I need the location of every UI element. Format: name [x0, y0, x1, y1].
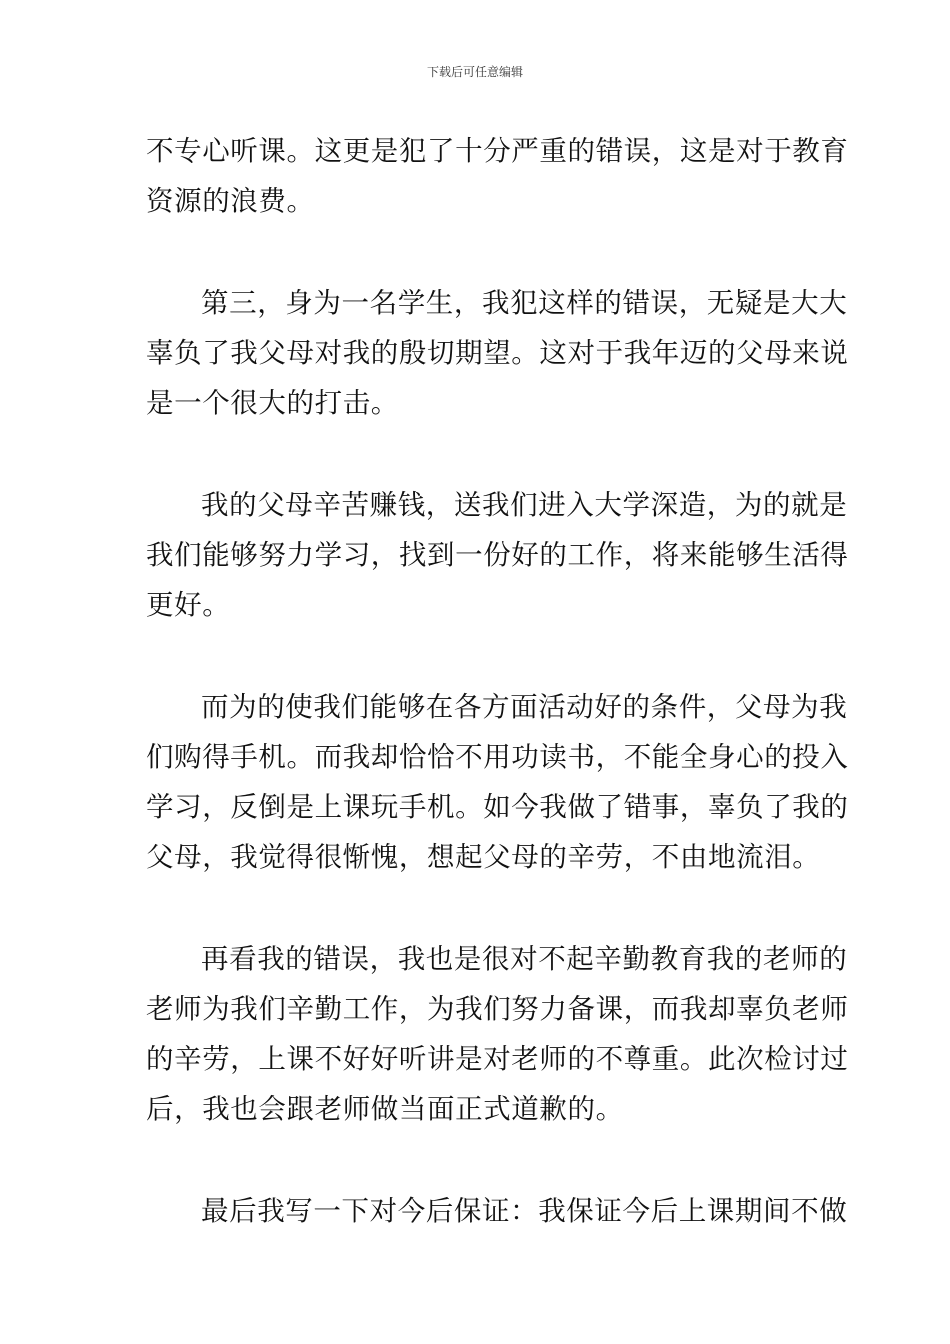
text-line: 是一个很大的打击。: [146, 387, 399, 419]
text-line: 我们能够努力学习，找到一份好的工作，将来能够生活得: [146, 539, 849, 571]
paragraph-guarantee: [146, 1186, 848, 1236]
text-line: 而为的使我们能够在各方面活动好的条件，父母为我: [201, 691, 848, 723]
document-body: [146, 126, 849, 1288]
text-line: 老师为我们辛勤工作，为我们努力备课，而我却辜负老师: [146, 993, 849, 1025]
paragraph-continuation: [146, 126, 849, 226]
text-line: 们购得手机。而我却恰恰不用功读书，不能全身心的投入: [146, 741, 849, 773]
text-line: 辜负了我父母对我的殷切期望。这对于我年迈的父母来说: [146, 337, 849, 369]
paragraph-parents-earning: [146, 480, 849, 630]
text-line: 父母，我觉得很惭愧，想起父母的辛劳，不由地流泪。: [146, 841, 821, 873]
text-line: 后，我也会跟老师做当面正式道歉的。: [146, 1093, 624, 1125]
paragraph-teachers: [146, 934, 849, 1134]
text-line: 最后我写一下对今后保证：我保证今后上课期间不做: [201, 1195, 848, 1227]
text-line: 资源的浪费。: [146, 185, 315, 217]
text-line: 我的父母辛苦赚钱，送我们进入大学深造，为的就是: [201, 489, 848, 521]
paragraph-third-point: [146, 278, 849, 428]
text-line: 更好。: [146, 589, 231, 621]
text-line: 再看我的错误，我也是很对不起辛勤教育我的老师的: [201, 943, 848, 975]
page-header: 下载后可任意编辑: [426, 65, 523, 79]
text-line: 不专心听课。这更是犯了十分严重的错误，这是对于教育: [146, 135, 849, 167]
text-line: 第三，身为一名学生，我犯这样的错误，无疑是大大: [201, 287, 848, 319]
text-line: 的辛劳，上课不好好听讲是对老师的不尊重。此次检讨过: [146, 1043, 849, 1075]
paragraph-phone: [146, 682, 849, 882]
text-line: 学习，反倒是上课玩手机。如今我做了错事，辜负了我的: [146, 791, 849, 823]
